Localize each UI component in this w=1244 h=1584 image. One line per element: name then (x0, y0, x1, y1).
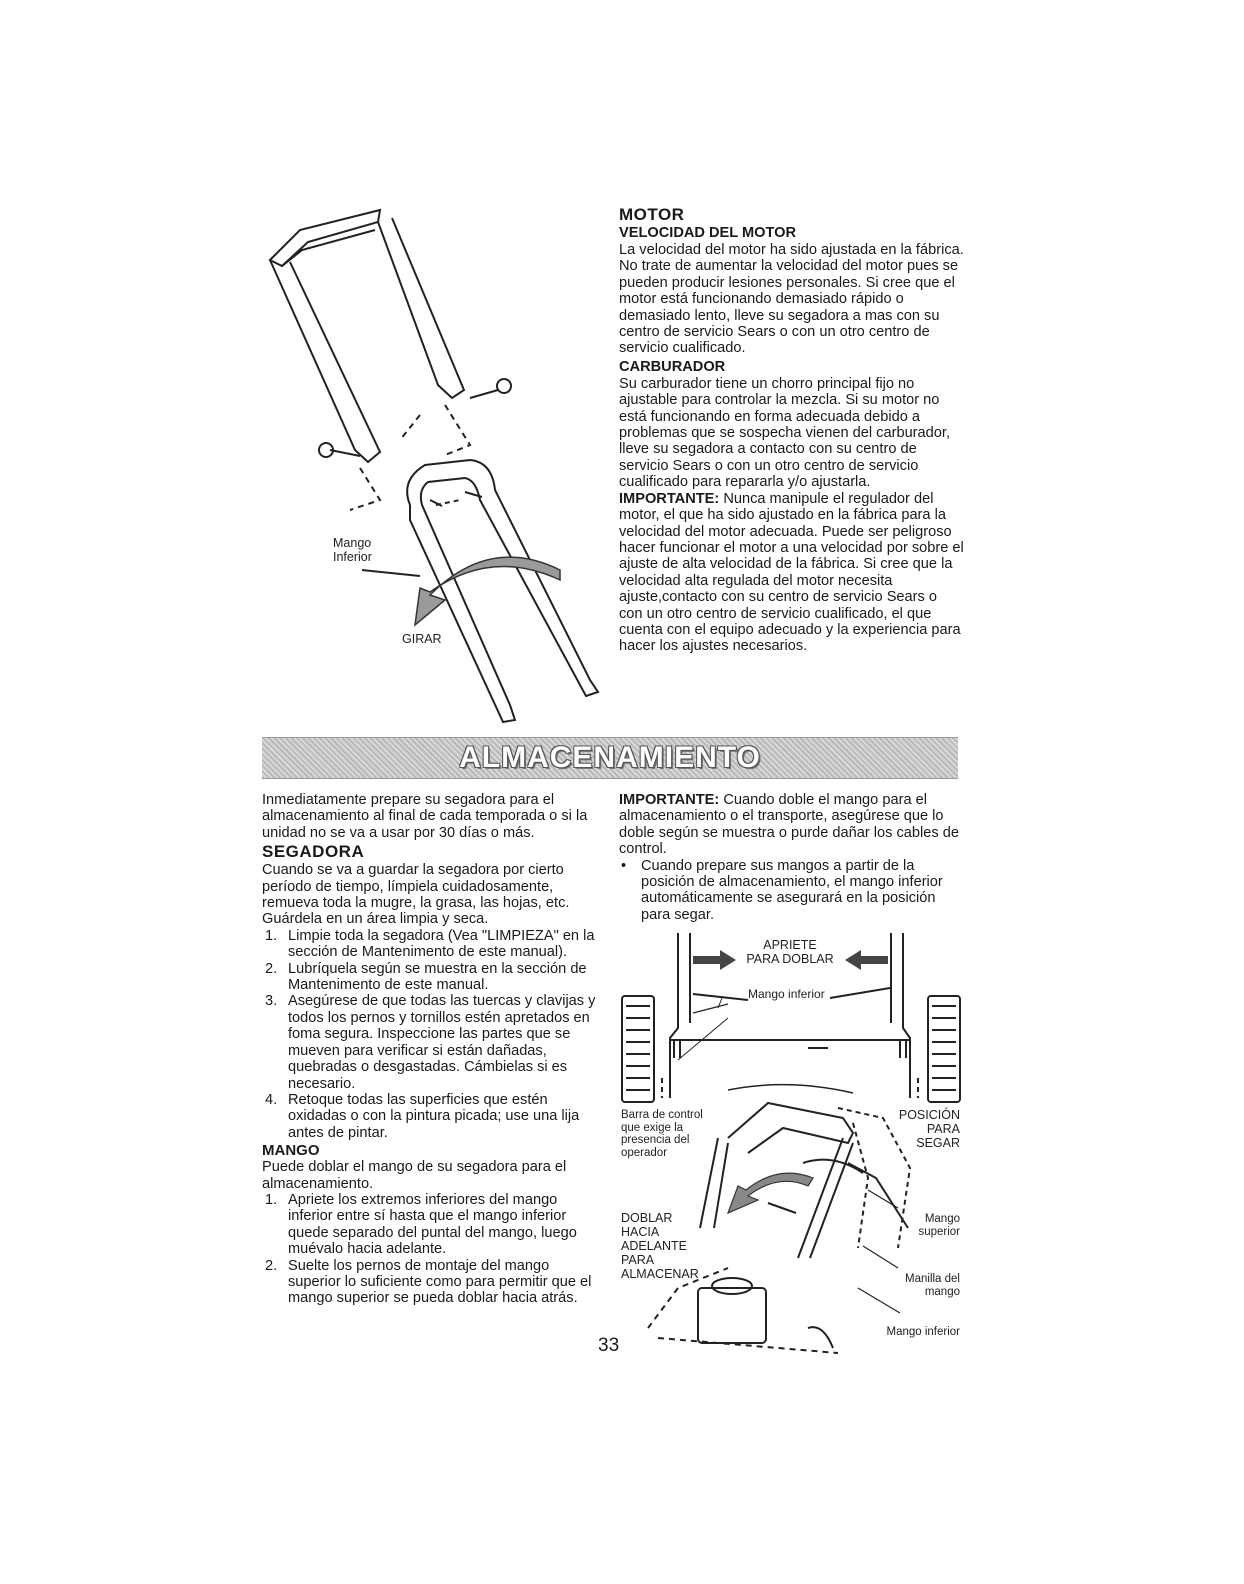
right-importante-lead: IMPORTANTE: (619, 792, 720, 808)
motor-importante-text: Nunca manipule el regulador del motor, el que ha sido ajustado en la fábrica para la velocidad del motor adecuada. Puede ser peligroso hacer funcionar el motor a una velocidad por sobre el ajuste de alta velocidad de la fábrica. Si cree que la velocidad alta regulada del motor necesita ajuste,contacto con su centro de servicio Sears o con un otro centro de servicio cualificado, el que cuenta con el equipo adecuado y la experiencia para hacer los ajustes necesarios. (619, 490, 964, 655)
mango-list (262, 1192, 600, 1307)
motor-importante-lead: IMPORTANTE: (619, 490, 720, 507)
list-item: 4. Retoque todas las superficies que estén oxidadas o con la pintura picada; use una lija antes de pintar. (265, 1091, 580, 1141)
intro-text: Inmediatamente prepare su segadora para el almacenamiento al final de cada temporada o si la unidad no se va a usar por 30 días o más. (262, 792, 588, 841)
bullet-icon: • (621, 857, 627, 874)
segadora-list (262, 928, 600, 1141)
bullet-text: Cuando prepare sus mangos a partir de la posición de almacenamiento, el mango inferior automáticamente se asegurará en la posición para segar. (641, 857, 943, 923)
handle-assembly-illustration (260, 200, 610, 730)
list-item: 1. Limpie toda la segadora (Vea "LIMPIEZA" en la sección de Mantenimento de este manual). (265, 927, 595, 961)
right-column (619, 792, 964, 923)
velocidad-title: VELOCIDAD DEL MOTOR (619, 225, 797, 241)
segadora-text: Cuando se va a guardar la segadora por cierto período de tiempo, límpiela cuidadosamente, remueva toda la mugre, la grasa, las hojas, etc. Guárdela en un área limpia y seca. (262, 862, 570, 928)
carburador-title: CARBURADOR (619, 358, 726, 375)
page-number: 33 (598, 1335, 620, 1356)
almacenamiento-banner (262, 737, 958, 779)
motor-importante (619, 491, 964, 655)
fig-mango-inferior-label-2: Mango inferior (886, 1326, 960, 1338)
list-item: 3. Asegúrese de que todas las tuercas y clavijas y todos los pernos y tornillos estén apretados en foma segura. Inspeccione las partes que se mueven para verificar si están dañadas, quebradas o desgastadas. Cámbielas si es necesario. (265, 993, 596, 1092)
fig-manilla-label: Manilla del mango (905, 1273, 960, 1298)
mango-text: Puede doblar el mango de su segadora para el almacenamiento. (262, 1159, 567, 1192)
right-importante-text: Cuando doble el mango para el almacenamiento o el transporte, asegúrese que lo doble según se muestra o purde dañar los cables de control. (619, 792, 959, 858)
list-item: 1. Apriete los extremos inferiores del mango inferior entre sí hasta que el mango inferior quede separado del puntal del mango, luego muévalo hacia adelante. (265, 1191, 577, 1258)
right-importante (619, 792, 964, 858)
velocidad-text: La velocidad del motor ha sido ajustada en la fábrica. No trate de aumentar la velocidad del motor pues se pueden producir lesiones personales. Si cree que el motor está funcionando demasiado rápido o demasiado lento, lleve su segadora a mas con su centro de servicio Sears o con un otro centro de servicio cualificado. (619, 242, 964, 357)
motor-section (619, 205, 964, 655)
banner-title: ALMACENAMIENTO (459, 741, 761, 774)
fig-mango-inferior-label-1: Mango inferior (748, 987, 825, 1001)
fig-apriete-label: APRIETE PARA DOBLAR (746, 938, 834, 966)
right-bullet-item (619, 858, 964, 924)
motor-title: MOTOR (619, 205, 685, 224)
label-mango-inferior: Mango Inferior (333, 536, 372, 564)
list-item: 2. Lubríquela según se muestra en la sección de Mantenimento de este manual. (265, 960, 587, 994)
mango-title: MANGO (262, 1142, 320, 1160)
fig-mango-superior-label: Mango superior (918, 1213, 960, 1238)
carburador-text: Su carburador tiene un chorro principal fijo no ajustable para controlar la mezcla. Si su motor no está funcionando en forma adecuada debido a problemas que se sospecha vienen del carburador, lleve su segadora a contacto con su centro de servicio Sears o con un otro centro de servicio cualificado para repararla y/o ajustarla. (619, 375, 951, 491)
label-girar: GIRAR (402, 632, 442, 646)
segadora-title: SEGADORA (262, 842, 365, 862)
left-column (262, 792, 600, 1307)
fig-posicion-label: POSICIÓN PARA SEGAR (898, 1108, 960, 1150)
list-item: 2. Suelte los pernos de montaje del mango superior lo suficiente como para permitir que el mango superior se pueda doblar hacia atrás. (265, 1257, 592, 1307)
fig-barra-label: Barra de control que exige la presencia del operador (621, 1109, 703, 1159)
fig-doblar-label: DOBLAR HACIA ADELANTE PARA ALMACENAR (621, 1211, 699, 1281)
